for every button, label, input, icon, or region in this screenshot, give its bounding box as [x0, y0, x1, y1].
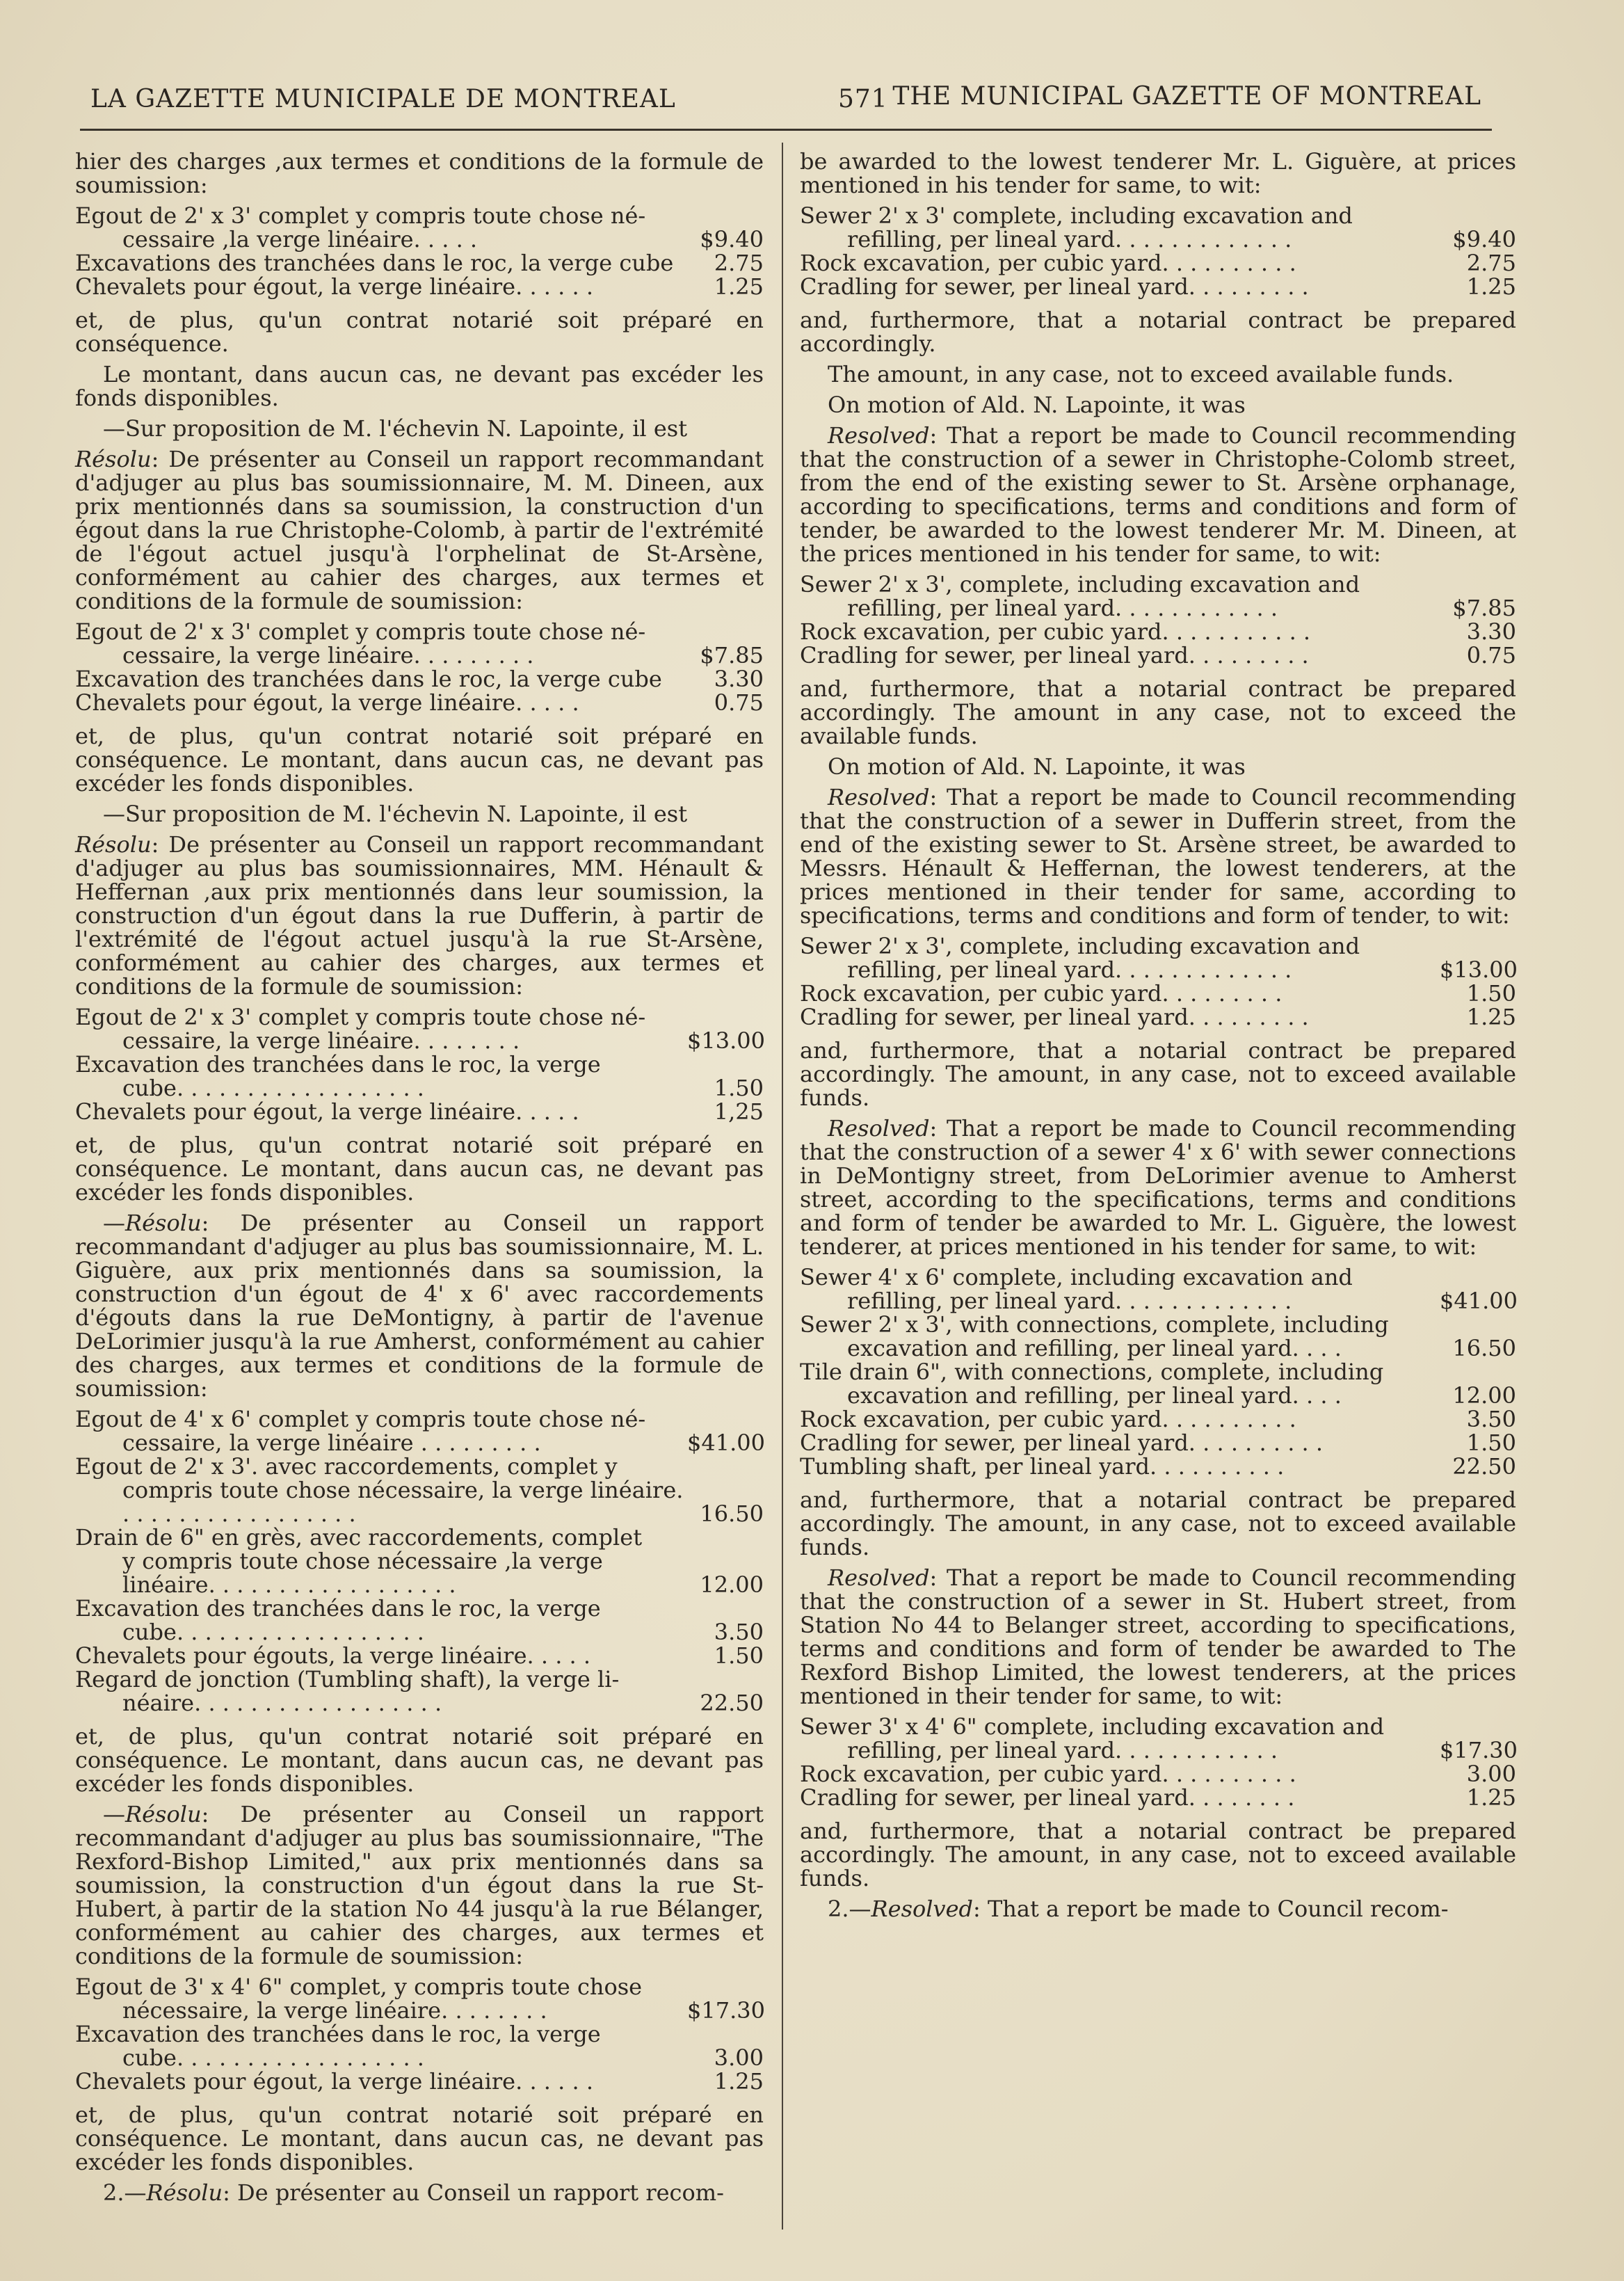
- price-line-text: Sewer 2' x 3', complete, including excavation and: [800, 571, 1360, 598]
- price-line-continuation: excavation and refilling, per lineal yard. . . .: [847, 1382, 1342, 1409]
- price-value: 3.30: [714, 666, 764, 692]
- price-line-continuation: refilling, per lineal yard. . . . . . . . . . . . .: [847, 957, 1292, 983]
- price-line-description: [75, 1005, 687, 1053]
- paragraph: Resolved: That a report be made to Council recommending that the construction of a sewer in St. Hubert street, from Station No 44 to Belanger street, according to specifications, terms and conditions and form of tender be awarded to The Rexford Bishop Limited, the lowest tenderers, at the prices mentioned in their tender for same, to wit:: [800, 1564, 1516, 1709]
- price-line: [800, 643, 1516, 667]
- page-header: [77, 82, 1488, 124]
- price-value: 1.25: [714, 2068, 764, 2095]
- column-divider: [782, 143, 783, 2230]
- price-line: [75, 1053, 764, 1100]
- paragraph: and, furthermore, that a notarial contract be prepared accordingly. The amount, in any case, not to exceed available funds.: [800, 1487, 1516, 1560]
- paragraph: Le montant, dans aucun cas, ne devant pas excéder les fonds disponibles.: [75, 361, 764, 411]
- paragraph: et, de plus, qu'un contrat notarié soit préparé en conséquence. Le montant, dans aucun cas, ne devant pas excéder les fonds disponibles.: [75, 1132, 764, 1206]
- price-line-text: Rock excavation, per cubic yard. . . . . . . . . .: [800, 1406, 1296, 1432]
- price-line: [800, 1431, 1516, 1455]
- price-line-continuation: nécessaire, la verge linéaire. . . . . . . .: [122, 1997, 547, 2024]
- price-line: [800, 251, 1516, 275]
- price-line-description: [800, 1455, 1440, 1478]
- price-line: [75, 667, 764, 691]
- price-line-description: [800, 982, 1440, 1005]
- price-line-text: Excavation des tranchées dans le roc, la verge: [75, 1595, 601, 1622]
- price-line-description: [75, 1596, 687, 1644]
- price-line-continuation: cessaire, la verge linéaire . . . . . . . . .: [122, 1430, 541, 1456]
- header-english-title: THE MUNICIPAL GAZETTE OF MONTREAL: [892, 82, 1481, 111]
- price-line: [800, 1360, 1516, 1407]
- price-line-text: Egout de 2' x 3'. avec raccordements, complet y: [75, 1453, 618, 1480]
- price-value: 22.50: [700, 1690, 764, 1716]
- price-line-text: Chevalets pour égout, la verge linéaire. . . . . .: [75, 2068, 593, 2095]
- price-line-text: Rock excavation, per cubic yard. . . . . . . . .: [800, 980, 1283, 1007]
- paragraph: and, furthermore, that a notarial contract be prepared accordingly. The amount, in any case, not to exceed available funds.: [800, 1037, 1516, 1111]
- paragraph: —Sur proposition de M. l'échevin N. Lapointe, il est: [103, 801, 688, 827]
- price-value: 3.30: [1466, 618, 1516, 645]
- paragraph: and, furthermore, that a notarial contract be prepared accordingly.: [800, 307, 1516, 357]
- price-line-continuation: refilling, per lineal yard. . . . . . . . . . . .: [847, 595, 1278, 621]
- price-value: $41.00: [1440, 1288, 1518, 1314]
- price-line: [75, 1596, 764, 1644]
- price-line-continuation: néaire. . . . . . . . . . . . . . . . . .: [122, 1690, 442, 1716]
- paragraph: be awarded to the lowest tenderer Mr. L. Giguère, at prices mentioned in his tender for same, to wit:: [800, 148, 1516, 198]
- price-value: 1.50: [1466, 1430, 1516, 1456]
- price-line-text: Cradling for sewer, per lineal yard. . . . . . . . .: [800, 642, 1309, 669]
- price-value: $17.30: [687, 1997, 765, 2024]
- price-line-text: Chevalets pour égout, la verge linéaire. . . . .: [75, 689, 579, 716]
- price-line-text: Chevalets pour égout, la verge linéaire. . . . .: [75, 1098, 579, 1125]
- price-line-text: Tile drain 6", with connections, complete, including: [800, 1359, 1384, 1385]
- price-value: $9.40: [700, 226, 764, 253]
- price-line: [800, 620, 1516, 643]
- price-line-text: Tumbling shaft, per lineal yard. . . . . . . . . .: [800, 1453, 1285, 1480]
- price-line-description: [75, 251, 687, 275]
- price-line-description: [75, 1975, 687, 2022]
- price-value: 0.75: [714, 689, 764, 716]
- price-line: [75, 204, 764, 251]
- paragraph: 2.—Resolved: That a report be made to Council recom-: [828, 1896, 1449, 1922]
- price-value: 1.25: [714, 273, 764, 300]
- price-line: [800, 275, 1516, 298]
- paragraph: On motion of Ald. N. Lapointe, it was: [828, 753, 1246, 780]
- price-line: [75, 2022, 764, 2070]
- price-line-description: [800, 204, 1440, 251]
- price-line-text: Cradling for sewer, per lineal yard. . . . . . . .: [800, 1784, 1295, 1811]
- price-line-description: [800, 620, 1440, 643]
- paragraph: Resolved: That a report be made to Council recommending that the construction of a sewer 4' x 6' with sewer connections in DeMontigny street, from DeLorimier avenue to Amherst street, according to the specifications, terms and conditions and form of tender be awarded to Mr. L. Giguère, the lowest tenderer, at prices mentioned in his tender for same, to wit:: [800, 1115, 1516, 1260]
- price-line-description: [800, 1762, 1440, 1786]
- price-line-text: Sewer 2' x 3' complete, including excavation and: [800, 202, 1353, 229]
- paragraph: Résolu: De présenter au Conseil un rapport recommandant d'adjuger au plus bas soumissionnaire, M. M. Dineen, aux prix mentionnés dans sa soumission, la construction d'un égout dans la rue Christophe-Colomb, à partir de l'extrémité de l'égout actuel jusqu'à l'orphelinat de St-Arsène, conformément au cahier des charges, aux termes et conditions de la formule de soumission:: [75, 446, 764, 614]
- price-line-text: Sewer 4' x 6' complete, including excavation and: [800, 1264, 1353, 1290]
- price-line: [800, 204, 1516, 251]
- price-line-continuation: cessaire ,la verge linéaire. . . . .: [122, 226, 478, 253]
- price-value: $17.30: [1440, 1737, 1518, 1763]
- price-line-description: [800, 275, 1440, 298]
- french-column: [75, 150, 764, 2211]
- price-list: [75, 1407, 764, 1715]
- price-line: [800, 1005, 1516, 1029]
- price-line: [800, 1265, 1516, 1313]
- price-line: [75, 1526, 764, 1596]
- price-line-description: [75, 1407, 687, 1455]
- price-value: 12.00: [700, 1571, 764, 1598]
- price-line: [75, 1975, 764, 2022]
- price-line-text: Excavation des tranchées dans le roc, la verge cube: [75, 666, 662, 692]
- price-line-continuation: y compris toute chose nécessaire ,la verge linéaire. . . . . . . . . . . . . . . . . .: [122, 1548, 603, 1598]
- paragraph: and, furthermore, that a notarial contract be prepared accordingly. The amount in any case, not to exceed the available funds.: [800, 675, 1516, 749]
- price-line-description: [75, 1526, 687, 1596]
- price-line: [75, 1005, 764, 1053]
- price-line-text: Cradling for sewer, per lineal yard. . . . . . . . .: [800, 273, 1309, 300]
- price-line: [75, 691, 764, 714]
- price-value: $7.85: [700, 642, 764, 669]
- price-line-description: [800, 1407, 1440, 1431]
- english-column: [800, 150, 1516, 1928]
- price-value: 1.50: [714, 1642, 764, 1669]
- paragraph: hier des charges ,aux termes et conditions de la formule de soumission:: [75, 148, 764, 198]
- price-line-continuation: cessaire, la verge linéaire. . . . . . . . .: [122, 642, 534, 669]
- price-line-continuation: refilling, per lineal yard. . . . . . . . . . . . .: [847, 226, 1292, 253]
- price-line-text: Egout de 3' x 4' 6" complet, y compris toute chose: [75, 1974, 643, 2000]
- price-list: [75, 1975, 764, 2093]
- paragraph: 2.—Résolu: De présenter au Conseil un rapport recom-: [103, 2179, 724, 2206]
- price-line-text: Drain de 6" en grès, avec raccordements, complet: [75, 1524, 643, 1551]
- price-value: 2.75: [1466, 250, 1516, 276]
- price-line-description: [75, 1053, 687, 1100]
- price-value: 1.25: [1466, 273, 1516, 300]
- price-value: $13.00: [687, 1027, 765, 1054]
- price-list: [800, 1265, 1516, 1478]
- price-value: 1.25: [1466, 1784, 1516, 1811]
- price-line: [75, 1100, 764, 1123]
- price-list: [800, 204, 1516, 298]
- price-value: 22.50: [1452, 1453, 1516, 1480]
- price-line: [800, 982, 1516, 1005]
- paragraph: —Résolu: De présenter au Conseil un rapport recommandant d'adjuger au plus bas soumissionnaire, M. L. Giguère, aux prix mentionnés dans sa soumission, la construction d'un égout de 4' x 6' avec raccordements d'égouts dans la rue DeMontigny, à partir de l'avenue DeLorimier jusqu'à la rue Amherst, conformément au cahier des charges, aux termes et conditions de la formule de soumission:: [75, 1210, 764, 1402]
- price-line-text: Excavations des tranchées dans le roc, la verge cube: [75, 250, 674, 276]
- price-line-description: [800, 643, 1440, 667]
- price-line-continuation: cube. . . . . . . . . . . . . . . . . .: [122, 1619, 424, 1645]
- page-number: 571: [838, 85, 888, 113]
- price-line-description: [800, 1360, 1440, 1407]
- price-line-text: Egout de 2' x 3' complet y compris toute chose né-: [75, 1004, 646, 1030]
- price-list: [800, 573, 1516, 667]
- price-line: [800, 1407, 1516, 1431]
- price-line: [75, 1667, 764, 1715]
- price-line-description: [75, 275, 687, 298]
- price-line-description: [800, 1005, 1440, 1029]
- price-line: [75, 1644, 764, 1667]
- price-line-continuation: compris toute chose nécessaire, la verge linéaire. . . . . . . . . . . . . . . . . .: [122, 1477, 684, 1527]
- price-value: $13.00: [1440, 957, 1518, 983]
- price-line-description: [800, 251, 1440, 275]
- paragraph: Resolved: That a report be made to Council recommending that the construction of a sewer in Christophe-Colomb street, from the end of the existing sewer to St. Arsène orphanage, according to specifications, terms and conditions and form of tender, be awarded to the lowest tenderer Mr. M. Dineen, at the prices mentioned in his tender for same, to wit:: [800, 422, 1516, 567]
- header-rule: [80, 129, 1492, 131]
- price-line-text: Sewer 3' x 4' 6" complete, including excavation and: [800, 1713, 1385, 1740]
- price-line: [800, 1786, 1516, 1809]
- price-value: $7.85: [1452, 595, 1516, 621]
- price-line-description: [75, 204, 687, 251]
- price-value: 3.50: [714, 1619, 764, 1645]
- price-line-description: [800, 1313, 1440, 1360]
- price-line-description: [75, 2022, 687, 2070]
- paragraph: et, de plus, qu'un contrat notarié soit préparé en conséquence. Le montant, dans aucun cas, ne devant pas excéder les fonds disponibles.: [75, 723, 764, 797]
- price-value: 16.50: [1452, 1335, 1516, 1361]
- price-line: [75, 2070, 764, 2093]
- price-line-description: [75, 2070, 687, 2093]
- paragraph: —Résolu: De présenter au Conseil un rapport recommandant d'adjuger au plus bas soumissionnaire, "The Rexford-Bishop Limited," aux prix mentionnés dans sa soumission, la construction d'un égout dans la rue St-Hubert, à partir de la station No 44 jusqu'à la rue Bélanger, conformément au cahier des charges, aux termes et conditions de la formule de soumission:: [75, 1801, 764, 1969]
- paragraph: et, de plus, qu'un contrat notarié soit préparé en conséquence.: [75, 307, 764, 357]
- price-value: 1.50: [714, 1075, 764, 1101]
- price-line-text: Sewer 2' x 3', with connections, complete, including: [800, 1311, 1389, 1338]
- price-line-text: Excavation des tranchées dans le roc, la verge: [75, 2021, 601, 2047]
- paragraph: The amount, in any case, not to exceed available funds.: [828, 361, 1454, 387]
- price-line-description: [800, 1786, 1440, 1809]
- price-line-text: Chevalets pour égout, la verge linéaire. . . . . .: [75, 273, 593, 300]
- price-line-description: [800, 1431, 1440, 1455]
- price-line: [75, 251, 764, 275]
- paragraph: et, de plus, qu'un contrat notarié soit préparé en conséquence. Le montant, dans aucun cas, ne devant pas excéder les fonds disponibles.: [75, 1723, 764, 1797]
- price-value: 3.00: [1466, 1761, 1516, 1787]
- price-line-text: Rock excavation, per cubic yard. . . . . . . . . .: [800, 250, 1296, 276]
- price-line-text: Sewer 2' x 3', complete, including excavation and: [800, 933, 1360, 959]
- price-line-description: [800, 1715, 1440, 1762]
- price-value: $9.40: [1452, 226, 1516, 253]
- paragraph: Résolu: De présenter au Conseil un rapport recommandant d'adjuger au plus bas soumissionnaires, MM. Hénault & Heffernan ,aux prix mentionnés dans leur soumission, la construction d'un égout dans la rue Dufferin, à partir de l'extrémité de l'égout actuel jusqu'à la rue St-Arsène, conformément au cahier des charges, aux termes et conditions de la formule de soumission:: [75, 831, 764, 1000]
- price-line: [75, 1407, 764, 1455]
- price-value: 3.50: [1466, 1406, 1516, 1432]
- price-line-text: Egout de 2' x 3' complet y compris toute chose né-: [75, 202, 646, 229]
- price-line-description: [800, 934, 1440, 982]
- price-list: [800, 1715, 1516, 1809]
- paragraph: —Sur proposition de M. l'échevin N. Lapointe, il est: [103, 415, 688, 442]
- price-value: $41.00: [687, 1430, 765, 1456]
- price-line-description: [75, 667, 687, 691]
- price-line-description: [800, 1265, 1440, 1313]
- price-line-description: [75, 1667, 687, 1715]
- header-french-title: LA GAZETTE MUNICIPALE DE MONTREAL: [90, 85, 676, 113]
- price-line-text: Regard de jonction (Tumbling shaft), la verge li-: [75, 1666, 620, 1692]
- price-line-continuation: refilling, per lineal yard. . . . . . . . . . . .: [847, 1737, 1278, 1763]
- price-line-continuation: refilling, per lineal yard. . . . . . . . . . . . .: [847, 1288, 1292, 1314]
- price-line-continuation: cube. . . . . . . . . . . . . . . . . .: [122, 1075, 424, 1101]
- price-value: 12.00: [1452, 1382, 1516, 1409]
- price-line-text: Rock excavation, per cubic yard. . . . . . . . . . .: [800, 618, 1311, 645]
- price-line-description: [75, 691, 687, 714]
- price-list: [75, 204, 764, 298]
- price-value: 1.50: [1466, 980, 1516, 1007]
- price-list: [75, 1005, 764, 1123]
- price-line: [800, 1715, 1516, 1762]
- price-list: [800, 934, 1516, 1029]
- price-line-description: [75, 1644, 687, 1667]
- price-line-description: [75, 620, 687, 667]
- price-line: [800, 1313, 1516, 1360]
- price-line: [800, 1762, 1516, 1786]
- paragraph: et, de plus, qu'un contrat notarié soit préparé en conséquence. Le montant, dans aucun cas, ne devant pas excéder les fonds disponibles.: [75, 2102, 764, 2175]
- price-line-text: Egout de 4' x 6' complet y compris toute chose né-: [75, 1406, 646, 1432]
- price-value: 16.50: [700, 1500, 764, 1527]
- price-value: 3.00: [714, 2044, 764, 2071]
- price-value: 0.75: [1466, 642, 1516, 669]
- price-line-text: Cradling for sewer, per lineal yard. . . . . . . . .: [800, 1004, 1309, 1030]
- price-value: 1.25: [1466, 1004, 1516, 1030]
- price-line-text: Rock excavation, per cubic yard. . . . . . . . . .: [800, 1761, 1296, 1787]
- price-line: [800, 573, 1516, 620]
- price-line: [800, 1455, 1516, 1478]
- price-value: 1,25: [714, 1098, 764, 1125]
- price-value: 2.75: [714, 250, 764, 276]
- price-line-description: [75, 1100, 687, 1123]
- price-line-text: Chevalets pour égouts, la verge linéaire. . . . .: [75, 1642, 591, 1669]
- price-line-text: Cradling for sewer, per lineal yard. . . . . . . . . .: [800, 1430, 1324, 1456]
- price-line-text: Egout de 2' x 3' complet y compris toute chose né-: [75, 618, 646, 645]
- price-line: [75, 1455, 764, 1526]
- price-line-description: [800, 573, 1440, 620]
- price-line-continuation: excavation and refilling, per lineal yard. . . .: [847, 1335, 1342, 1361]
- price-line-description: [75, 1455, 687, 1526]
- price-line: [75, 620, 764, 667]
- price-line-continuation: cessaire, la verge linéaire. . . . . . . .: [122, 1027, 520, 1054]
- price-line-text: Excavation des tranchées dans le roc, la verge: [75, 1051, 601, 1078]
- price-list: [75, 620, 764, 714]
- price-line-continuation: cube. . . . . . . . . . . . . . . . . .: [122, 2044, 424, 2071]
- price-line: [75, 275, 764, 298]
- paragraph: Resolved: That a report be made to Council recommending that the construction of a sewer in Dufferin street, from the end of the existing sewer to St. Arsène street, be awarded to Messrs. Hénault & Heffernan, the lowest tenderers, at the prices mentioned in their tender for same, according to specifications, terms and conditions and form of tender, to wit:: [800, 784, 1516, 929]
- paragraph: and, furthermore, that a notarial contract be prepared accordingly. The amount, in any case, not to exceed available funds.: [800, 1818, 1516, 1891]
- price-line: [800, 934, 1516, 982]
- paragraph: On motion of Ald. N. Lapointe, it was: [828, 392, 1246, 418]
